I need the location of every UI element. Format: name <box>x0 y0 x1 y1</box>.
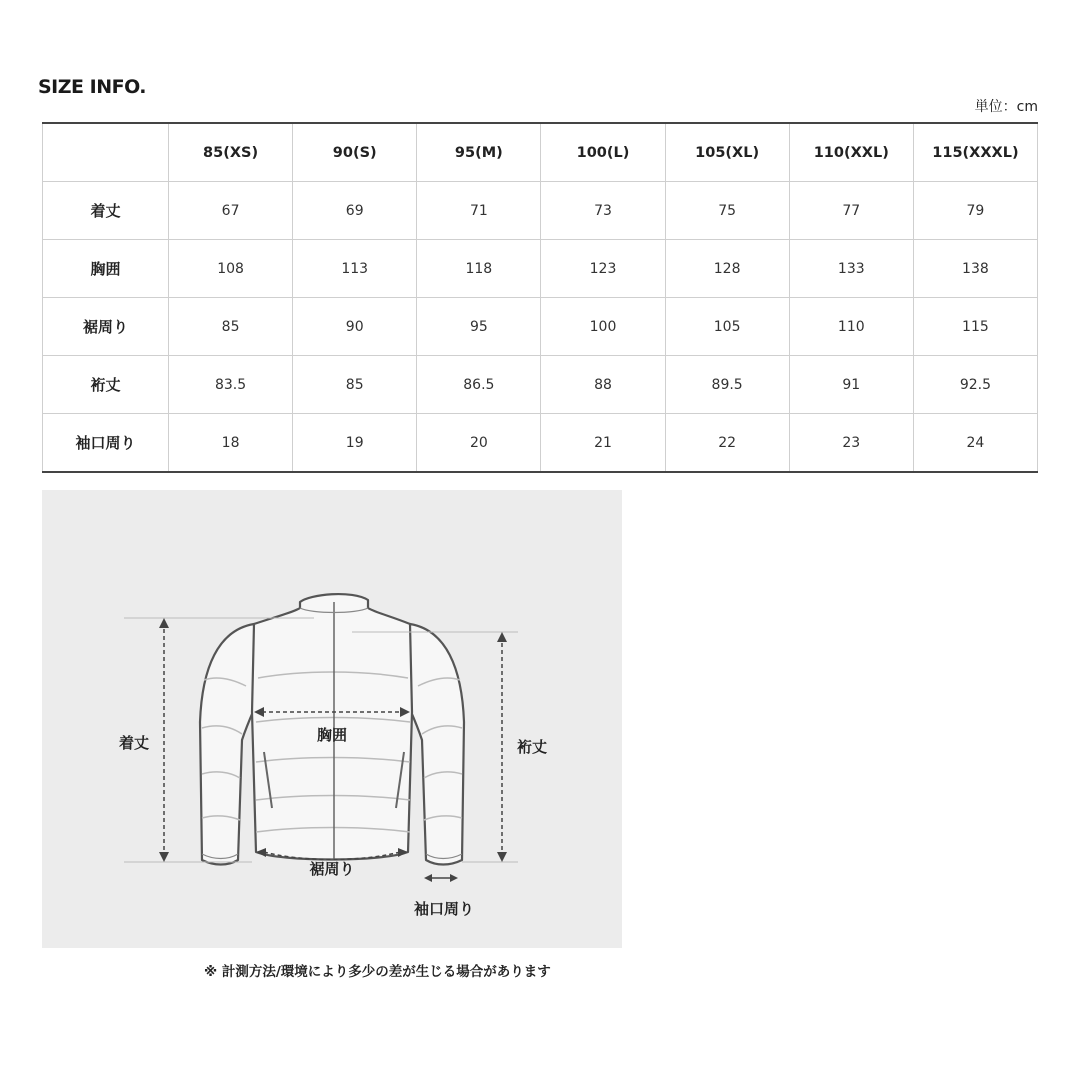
table-row <box>43 356 1038 414</box>
unit-label: 単位：cm <box>974 99 1038 115</box>
row-label-sleeve: 裄丈 <box>43 356 169 414</box>
table-cell: 89.5 <box>665 356 789 414</box>
table-cell: 24 <box>913 414 1037 473</box>
table-cell: 100 <box>541 298 665 356</box>
diagram-label-sleeve: 裄丈 <box>516 738 548 756</box>
table-cell: 92.5 <box>913 356 1037 414</box>
table-cell: 73 <box>541 182 665 240</box>
table-row <box>43 298 1038 356</box>
table-cell: 79 <box>913 182 1037 240</box>
table-cell: 138 <box>913 240 1037 298</box>
header-size-xl: 105(XL) <box>665 123 789 182</box>
table-cell: 95 <box>417 298 541 356</box>
table-row <box>43 414 1038 473</box>
row-label-chest: 胸囲 <box>43 240 169 298</box>
table-cell: 91 <box>789 356 913 414</box>
table-cell: 85 <box>169 298 293 356</box>
table-cell: 90 <box>293 298 417 356</box>
table-cell: 75 <box>665 182 789 240</box>
row-label-hem: 裾周り <box>43 298 169 356</box>
table-cell: 108 <box>169 240 293 298</box>
table-cell: 88 <box>541 356 665 414</box>
table-cell: 85 <box>293 356 417 414</box>
table-cell: 23 <box>789 414 913 473</box>
table-cell: 67 <box>169 182 293 240</box>
table-cell: 69 <box>293 182 417 240</box>
jacket-illustration <box>42 490 622 948</box>
header-size-l: 100(L) <box>541 123 665 182</box>
table-cell: 115 <box>913 298 1037 356</box>
jacket-measurement-diagram <box>42 490 622 948</box>
header-size-xxl: 110(XXL) <box>789 123 913 182</box>
page-title: SIZE INFO. <box>38 76 147 98</box>
table-cell: 118 <box>417 240 541 298</box>
table-cell: 18 <box>169 414 293 473</box>
header-size-m: 95(M) <box>417 123 541 182</box>
table-cell: 83.5 <box>169 356 293 414</box>
row-label-length: 着丈 <box>43 182 169 240</box>
diagram-label-hem: 裾周り <box>309 860 355 878</box>
table-cell: 128 <box>665 240 789 298</box>
table-cell: 86.5 <box>417 356 541 414</box>
table-row <box>43 182 1038 240</box>
table-cell: 21 <box>541 414 665 473</box>
table-cell: 133 <box>789 240 913 298</box>
table-cell: 105 <box>665 298 789 356</box>
measurement-note: ※ 計測方法/環境により多少の差が生じる場合があります <box>204 964 551 980</box>
table-cell: 110 <box>789 298 913 356</box>
size-table <box>42 122 1038 473</box>
row-label-cuff: 袖口周り <box>43 414 169 473</box>
diagram-label-cuff: 袖口周り <box>413 900 475 918</box>
table-cell: 113 <box>293 240 417 298</box>
header-corner <box>43 123 169 182</box>
table-cell: 77 <box>789 182 913 240</box>
table-cell: 20 <box>417 414 541 473</box>
table-cell: 71 <box>417 182 541 240</box>
size-header-row <box>43 123 1038 182</box>
cuff-arrow <box>424 874 458 882</box>
table-cell: 22 <box>665 414 789 473</box>
table-cell: 19 <box>293 414 417 473</box>
header-size-s: 90(S) <box>293 123 417 182</box>
table-row <box>43 240 1038 298</box>
diagram-label-length: 着丈 <box>118 734 150 752</box>
table-cell: 123 <box>541 240 665 298</box>
diagram-label-chest: 胸囲 <box>316 726 348 744</box>
header-size-xxxl: 115(XXXL) <box>913 123 1037 182</box>
header-size-xs: 85(XS) <box>169 123 293 182</box>
